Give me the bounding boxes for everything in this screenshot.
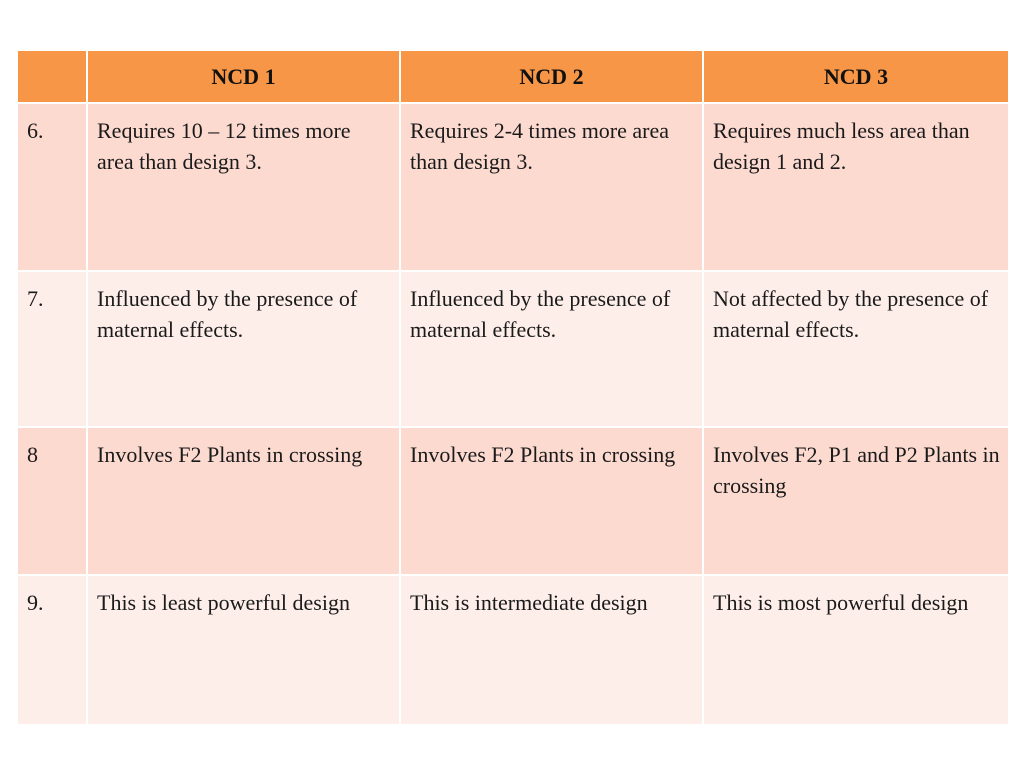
table-row — [17, 427, 1009, 575]
ncd-1-cell: This is least powerful design — [87, 575, 400, 725]
row-number-cell: 9. — [17, 575, 87, 725]
table-row — [17, 271, 1009, 427]
ncd-2-cell: Influenced by the presence of maternal effects. — [400, 271, 703, 427]
header-cell-ncd-3: NCD 3 — [703, 50, 1009, 103]
row-number-cell: 6. — [17, 103, 87, 271]
ncd-2-cell: Involves F2 Plants in crossing — [400, 427, 703, 575]
ncd-3-cell: Involves F2, P1 and P2 Plants in crossing — [703, 427, 1009, 575]
ncd-1-cell: Influenced by the presence of maternal effects. — [87, 271, 400, 427]
ncd-1-cell: Requires 10 – 12 times more area than design 3. — [87, 103, 400, 271]
header-cell-ncd-2: NCD 2 — [400, 50, 703, 103]
ncd-3-cell: Requires much less area than design 1 and 2. — [703, 103, 1009, 271]
ncd-3-cell: Not affected by the presence of maternal effects. — [703, 271, 1009, 427]
row-number-cell: 8 — [17, 427, 87, 575]
ncd-comparison-table — [16, 49, 1010, 726]
row-number-cell: 7. — [17, 271, 87, 427]
header-row — [17, 50, 1009, 103]
ncd-2-cell: This is intermediate design — [400, 575, 703, 725]
ncd-2-cell: Requires 2-4 times more area than design 3. — [400, 103, 703, 271]
header-cell-number — [17, 50, 87, 103]
ncd-3-cell: This is most powerful design — [703, 575, 1009, 725]
header-cell-ncd-1: NCD 1 — [87, 50, 400, 103]
table-row — [17, 575, 1009, 725]
ncd-1-cell: Involves F2 Plants in crossing — [87, 427, 400, 575]
table-row — [17, 103, 1009, 271]
